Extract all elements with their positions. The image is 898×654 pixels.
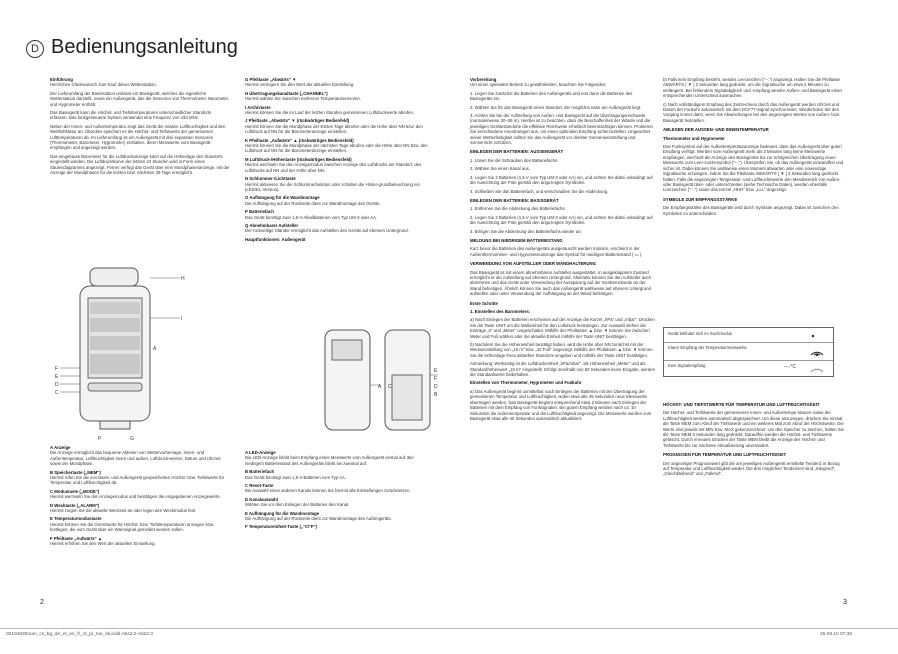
item-heading: C Modustaste („MODE")	[50, 488, 100, 494]
paragraph: Herzlichen Glückwunsch zum Kauf dieser Wetterstation.	[50, 82, 157, 88]
item-text: Hiermit können Sie die im Lauf der letzten Stunden gemessenen Luftdruckwerte abrufen.	[245, 110, 415, 116]
item-heading: C Reset-Taste	[245, 483, 274, 489]
section-heading: HÖCHST- UND TIEFSTWERTE FÜR TEMPERATUR UND LUFTFEUCHTIGKEIT	[663, 402, 820, 407]
row-label: Kein Signalempfang	[668, 363, 706, 368]
base-top-panel	[90, 268, 138, 286]
searching-signal-icon	[809, 330, 829, 340]
item-heading: O Aufhängung für die Wandmontage	[245, 195, 320, 201]
list-item: 2. Wählen Sie für das Basisgerät einen Standort, der möglichst nahe am Außengerät liegt.	[470, 104, 642, 110]
section-heading: Vorbereitung	[470, 77, 497, 82]
list-item: 3. Legen Sie 2 Batterien (1,5 V vom Typ UM-3 oder AA) ein, und achten Sie dabei unbedingt auf die Ausrichtung der Pole gemäß den angezeigten Symbolen.	[470, 174, 653, 186]
label-c: C	[388, 384, 392, 390]
no-signal-icon	[809, 362, 829, 374]
column-3	[470, 77, 655, 424]
item-heading: B Speichertaste („MEM")	[50, 469, 101, 475]
footer-date: 25.09.10 07:35	[820, 632, 853, 637]
item-heading: D Wecktaste („ALARM")	[50, 502, 100, 508]
table-row	[664, 328, 833, 343]
item-heading: K Pfeiltaste „Aufwärts" ▲ (rückwärtiges Bediensfeld)	[245, 137, 354, 143]
column-4	[663, 77, 845, 219]
item-text: Hiermit wechseln Sie den Anzeigemodus zwischen Anzeige des Luftdrucks am Standort, des Luftdrucks auf NN und der Höhe über NN.	[245, 162, 422, 173]
section-heading: EINLEGEN DER BATTERIEN: AUSSENGERÄT	[470, 149, 564, 155]
list-item: 2. Legen Sie 2 Batterien (1,5 V vom Typ UM-3 oder AA) ein, und achten Sie dabei unbedingt auf die Ausrichtung der Pole gemäß den angezeigten Symbolen.	[470, 214, 653, 226]
item-text: Die LED-Anzeige blinkt beim Empfang eines Messwerts vom Außengerät einmal auf. Bei niedrigem Batteriestand des Außengeräts blinkt sie zweimal auf.	[245, 455, 414, 466]
subheading: 1. Einstellen des Barometers:	[470, 309, 531, 314]
item-heading: G Pfeiltaste „Abwärts" ▼	[245, 77, 297, 82]
paragraph: Das eingebaute Barometer für die Luftdruckanzeige kann auf die Höhenlage des Standorts eingestellt werden. Die Luftdrucktkurve der letzten 24 Stunden wird in Form eines Säulendiagramms angezeigt. Ferner verfügt das Gerät über eine Mondphasenanzeige, mit der Anzeige der Mondphasen für die letzten bzw. nächsten 39 Tage ermöglicht.	[50, 153, 230, 176]
item-heading: A Anzeige	[50, 445, 71, 450]
section-heading: VERWENDUNG VON AUFSTELLER ODER WANDHALTERUNG	[470, 261, 596, 267]
item-heading: E Aufhängung für die Wandmontage	[245, 510, 320, 516]
base-station-figure	[50, 258, 190, 443]
label-d: D	[55, 382, 59, 388]
label-g: G	[130, 436, 134, 442]
footer-file-info: 00104930man_cs_bg_de_el_en_fr_nl_pl_rue_sk.indd Abs2:2-Abs2:3	[6, 632, 153, 637]
list-item: 1. Legen Sie zunächst die Batterien des Außengeräts und erst dann die Batterien des Basisgeräts ein.	[470, 90, 633, 102]
label-e: E	[434, 368, 438, 374]
heading: Einführung	[50, 77, 73, 82]
paragraph: Der angezeigte Prognosewert gibt die am jeweiligen Außengerät ermittelte Tendenz in Bezug auf Temperatur und Luftfeuchtigkeit wieder. Die drei möglichen Tendenzen sind „Steigend", „Gleichbleibend" und „Fallend".	[663, 460, 840, 477]
display-row	[90, 354, 140, 374]
item-heading: A LED-Anzeige	[245, 450, 276, 455]
language-badge: D	[26, 40, 44, 58]
paragraph: Kurz bevor die Batterien des Außengeräts ausgetauscht werden müssen, erscheint in der Außenthermometer- und Hygrometeranzeige das Symbol für niedrigen Batteriestand ( ▭ ).	[470, 246, 643, 257]
label-h: H	[181, 276, 185, 282]
item-text: Hiermit können Sie die Grenzwerte für Höchst- bzw. Tiefsttemperaturen anzeigen bzw. festlegen, die vom Gerät über ein Warnsignal gemeldet werden sollen.	[50, 521, 215, 533]
display-row	[90, 302, 140, 314]
item-heading: N Schlummer-/Lichttaste	[245, 176, 296, 182]
paragraph: Neben der Innen- und Außentemperatur zeigt das Gerät die relative Luftfeuchtigkeit und den Wetthöhfaktor an. Überdies speichert es die Höchst- und Tiefstwerte der gemessenen Lufttemperaturen ab. Im Lieferumfang ist ein Außengerät mit drei separaten Sensoren (Thermometer, Barometer, Hygrometer) enthalten, deren Messwerte vom Basisgerät empfangen und angezeigt werden.	[50, 123, 226, 151]
table-row	[664, 360, 833, 376]
base-button-bar	[88, 383, 142, 391]
row-label: Klarer Empfang der Temperaturmesswerte	[668, 345, 747, 350]
footer-divider	[0, 628, 898, 629]
paragraph: Die Empfangsstärke des Basisgeräts wird durch Symbole angezeigt. Dabei ist zwischen drei Symbolen zu unterscheiden:	[663, 205, 839, 216]
item-text: Der rückseitige Ständer ermöglicht das Aufstellen des Geräts auf ebenem Untergrund.	[245, 228, 409, 234]
item-heading: F Pfeiltaste „Aufwärts" ▲	[50, 535, 103, 541]
page-title: Bedienungsanleitung	[51, 36, 238, 58]
item-text: Die Aufhängung auf der Rückseite dient zur Wandmontage des Außengeräts.	[245, 516, 392, 522]
column-1-lower	[50, 445, 230, 550]
section-heading: Hauptfunktionen: Außengerät	[245, 236, 306, 242]
paragraph: Das Basisgerät ist mit einem abnehmbaren Aufsteller ausgestattet. In ausgeklapptem Zustand ermöglicht er die Aufstellung auf ebenem Untergrund. Alternativ können Sie den Aufsteller auch abnehmen und das Gerät unter Verwendung der Aussparung auf der Geräterückseite an der Wand befestigen. Ähnlich können Sie auch das Außengerät wahlweise auf ebenem Untergrund aufstellen oder unter Verwendung der Aufhängung an der Wand befestigen.	[470, 269, 652, 297]
item-text: Die Aufhängung auf der Rückseite dient zur Wandmontage des Geräts.	[245, 200, 381, 206]
table-row	[664, 342, 833, 361]
item-text: Die Anzeige ermöglicht das bequeme Ablesen von Wettervorhersage, Innen- und Außentemperatur, Luftfeuchtigkeit innen und außen, Luftdruck-werten, Datum und Uhrzeit sowie der Mondphase.	[50, 450, 221, 467]
outdoor-battery-compartment	[392, 375, 422, 420]
list-item: 2. Wählen Sie einen Kanal aus.	[470, 166, 530, 172]
row-label: Gerät befindet sich im Suchmodus	[668, 331, 733, 336]
item-text: Hiermit erhöhen Sie den Wert der aktuellen Einstellung.	[50, 541, 156, 547]
item-text: Hiermit aktivieren Sie die Schlummerfunktion oder schalten die Hinter-grundbeleuchtung ein (LED/EL-Version).	[245, 181, 420, 192]
item-text: Bei Auswahl eines anderen Kanals können Sie hiermit alle Einstellungen zurücksetzen.	[245, 488, 411, 494]
section-heading: EINLEGEN DER BATTERIEN: BASISGERÄT	[470, 197, 559, 203]
paragraph: Um einen optimalen Betrieb zu gewährleisten, beachten Sie Folgendes:	[470, 82, 607, 88]
good-signal-icon	[809, 345, 829, 357]
label-f: F	[55, 366, 59, 372]
section-heading: ABLESEN DER AUSSEN- UND INNENTEMPERATUR	[663, 127, 769, 133]
item-text: Das Gerät benötigt zwei 1,5-V-Batterien vom Typ AA.	[245, 474, 346, 480]
page-number-left: 2	[40, 599, 44, 606]
item-text: Hiermit können Sie die Mondphase der nächsten Tage abrufen oder die Höhe über NN bzw. den Luftdruck auf NN für die Barometeranzeige einstellen.	[245, 143, 428, 154]
item-heading: B Batteriefach	[245, 469, 275, 475]
paragraph: Das Basisgerät kann die Höchst- und Tiefsttemperaturen unterschiedlicher Standorte erfassen. Das funkgesteuerte System verwendet eine Frequenz von 433 MHz.	[50, 110, 212, 121]
list-item: b) Falls kein Empfang besteht, werden Leerzeichen ("--.") angezeigt. Halten Sie die Pfeiltaste ABWÄRTS [ ▼ ] 2 Sekunden lang gedrückt, um die Signalsuche um etwa 2 Minuten zu verlängern. Bei fehlendem Signalabgleich und -empfang werden Außen- und Basisgerät einen entsprechenden Unterschied ausmachen.	[663, 77, 842, 99]
item-text: Hiermit zeigen Sie die aktuelle Weckzeit an oder legen den Weckmodus fest.	[50, 508, 197, 514]
list-item: a) Nach Einlegen der Batterien erscheinen auf der Anzeige die Kürzel „hPa" und „mbar". Drücken Sie die Taste UNIT um die Maßeinheit für den Luftdruck festzulegen. Zur Auswahl stehen die Einträge „0" und „Meter" umgeschaltet. Mithilfe der Pfeiltasten ▲ bzw. ▼ können Sie zwischen Meter und Fuß wählen oder die aktuelle Einheit mithilfe der Taste UNIT bestätigen.	[470, 317, 655, 339]
paragraph: Die Höchst- und Tiefstwerte der gemessenen Innen- und Außentempe-raturen sowie der Luftfeuchtigkeit werden automatisch abgespeichert. Um diese anzuzeigen, drücken Sie einmal die Taste MEM zum Abruf der Tiefstwerte und ein weiteres Mal zum Abruf der Höchstwerte. Die Werte sind jeweils mit MIN bzw. MAX gekennzeichnet. Um den Speicher zu löschen, halten Sie die Taste MEM 3 Sekunden lang gedrückt. Daraufhin werden die Höchst- und Tiefstwerte gelöscht. Durch erneutes Drücken der Taste MEM bleibt die Anzeige der Höchst- und Tiefstwerte bis zur nächsten Aktualisierung unverändert.	[663, 410, 844, 448]
list-item: b) Nachdem Sie die Höheneinheit bestätigt haben, wird die Höhe über NN zunächst mit der Werkseinstellung von „10 m" bzw. „32 Fuß" angezeigt. Mithilfe der Pfeiltasten ▲ bzw. ▼ können Sie die Höhenlage Ihres aktuellen Standorts eingeben und mithilfe der Taste UNIT bestätigen.	[470, 342, 653, 358]
item-heading: I Archivtaste	[245, 104, 271, 110]
column-4-lower	[663, 398, 845, 480]
item-heading: H Übertragungskanaltaste („CHANNEL")	[245, 90, 328, 96]
display-row	[90, 336, 140, 350]
item-heading: P Batteriefach	[245, 209, 274, 215]
label-a: A	[153, 346, 157, 352]
section-heading: Erste Schritte	[470, 300, 498, 306]
item-heading: D Kanalauswahl	[245, 496, 278, 502]
item-text: Wählen Sie vor dem Einlegen der Batterien den Kanal.	[245, 502, 350, 508]
label-i: I	[181, 316, 183, 322]
item-heading: J Pfeiltaste „Abwärts" ▼ (rückwärtiges Bedienfeld)	[245, 118, 350, 124]
item-heading: M Luftdruck-/Höhentaste (rückwärtiges Bediensfeld)	[245, 156, 352, 162]
list-item: 3. Bringen Sie die Abdeckung des Batteriefachs wieder an.	[470, 228, 582, 234]
column-1	[50, 77, 230, 179]
item-heading: E Temperaturmodustaste	[50, 516, 102, 522]
item-text: Hiermit rufen Sie die von Basis- und Außengerät gespeicherten Höchst- bzw. Tiefstwerte für Temperatur und Luftfeuchtigkeit ab.	[50, 475, 225, 486]
item-heading: Q Abnehmbarer Aufsteller	[245, 222, 299, 228]
paragraph: Das Funksymbol auf der Außentemperaturanzeige bedeutet, dass das Außengerät über guten Empfang verfügt. Werden vom Außengerät mehr als 3 Minuten lang keine Messwerte empfangen, wechselt die Anzeige des Basisgeräts bis zur erfolgreichen Übertragung neuer Messwerte zum Leer-zeichenymbol ("--."). Überprüfen Sie, ob das Außengerät einwandfrei und sicher ist. Dabei können Sie wahlweise einen Moment abwarten oder eine sowenstige Signalsuche erzwingen, indem Sie die Pfeiltaste ABWÄRTS [ ▼ ] 2 Sekunden lang gedrückt halten. Falls die angezeigten Temperatur- und Luftfeuchtewerte den Messbereich von Außen- oder Basisgerät über- oder unterschreiten (siehe Technische Daten), werden ebenfalls Leerzeichen ("--.") sowie das Kürzel „HHH" bzw. „LLL" angezeigt.	[663, 144, 844, 193]
page-number-right: 3	[843, 599, 847, 606]
item-text: Hiermit wechseln Sie den Anzeigemodus und bestätigen die eingegebenen Anzeigewerte.	[50, 494, 221, 500]
section-heading: SYMBOLE ZUR EMPFANGSSTÄRKE	[663, 196, 738, 202]
list-item: c) Nach vollständigem Empfang des Zeitzeichens durch das Außengerät werden Uhrzeit und Datum der Funkuhr automatisch mit dem DCF77-Signal synchronisiert. Wiederholen Sie den Vorgang immer dann, wenn Sie Abweichungen bei den angezeigten Werten von Außen- bzw. Basisgerät feststellen.	[663, 101, 840, 123]
list-item: 1. Lösen Sie die Schrauben des Batteriefachs.	[470, 157, 559, 163]
signal-symbol-table	[663, 327, 834, 377]
list-item: a) Das Außengerät beginnt unmittelbar nach Einlegen der Batterien mit der Übertragung der gemessenen Temperatur und Luftfeuchtigkeit, wobei etwa alle 45 Sekunden neue Messwerte übertragen werden. Das Basisgerät beginnt entsprechend etwa 2 Minuten nach Einlegen der Batterien mit dem Empfang von Funksignalen. Bei gutem Empfang werden nach ca. 10 Sekunden die Außentemperatur und die Luftfeuchtigkeit angezeigt. Die Messwerte werden vom Basisgerät etwa alle 45 Sekunden automatisch aktualisiert.	[470, 388, 652, 421]
no-signal-readout: --.-°C	[784, 364, 796, 370]
label-c: C	[55, 390, 59, 396]
base-stand	[100, 421, 130, 429]
label-d: D	[434, 384, 438, 390]
list-item: 3. Achten Sie bei der Aufstellung von Außen- und Basisgerät auf die Übertragungsreichweite (normalerweise 30–36 m). Hierbei ist zu beachten, dass die Beschaffenheit der Wände und die jeweiligen Gerätestandorte die effektive Reichweite erheblich beeinträchtigen können. Probieren Sie verschiedene Anordnungen aus, um einen optimalen Empfang sicherzustellen. Ungeachtet seiner Wetterfestigkeit sollten Sie das Außengerät vor direkter Sonneneinstrahlung und Sonnenlicht schützen.	[470, 113, 653, 146]
label-p: P	[98, 436, 102, 442]
column-2-lower	[245, 450, 430, 533]
note: Anmerkung: Werkseitig ist als Luftdruckeinheit „hPa/mbar", als Höheneinheit „Meter" und als Standardhöhenwert „10 m" eingestellt. Erfolgt innerhalb von 60 Sekunden keine Eingabe, werden die Standardwerte beibehalten.	[470, 361, 655, 378]
section-heading: MELDUNG BEI NIEDRIGEM BATTERIESTAND	[470, 237, 563, 243]
subheading: Thermometer und Hygrometer	[663, 135, 725, 141]
item-text: Hiermit wählen Sie zwischen mehreren Temperatursensoren.	[245, 96, 361, 102]
subheading: Einstellen von Thermometer, Hygrometer und Funkuhr	[470, 380, 582, 386]
section-heading: PROGNOSEN FÜR TEMPERATUR UND LUFTFEUCHTIGKEIT	[663, 452, 787, 458]
outdoor-display	[332, 340, 362, 360]
outdoor-unit-figure	[320, 325, 440, 440]
list-item: 4. Schließen Sie das Batteriefach, und verschrauben Sie die Abdeckung.	[470, 188, 609, 194]
label-b: B	[434, 392, 438, 398]
display-row	[90, 318, 140, 332]
item-text: Hiermit können Sie die Mondphase der letzten Tage abrufen oder die Höhe über NN bzw. den Luftdruck auf NN für die Barometeranzeige einstellen.	[245, 123, 423, 135]
item-text: Das Gerät benötigt zwei 1,5-V-Alkalibatterien vom Typ UM-3 oder AA.	[245, 214, 378, 220]
label-e: E	[55, 374, 59, 380]
label-a: A	[378, 384, 382, 390]
item-heading: F Temperatureinheit-Taste („°C/°F")	[245, 524, 317, 530]
paragraph: Der Lieferumfang der Basisstation umfasst ein Basisgerät, welches die eigentliche Wetterstation darstellt, sowie ein Außengerät, das die Sensoren von Thermometer, Barometer und Hygrometer enthält.	[50, 90, 229, 107]
item-text: Hiermit verringern Sie den Wert der aktuellen Einstellung.	[245, 82, 355, 88]
list-item: 1. Entfernen Sie die Abdeckung des Batteriefachs.	[470, 206, 566, 212]
column-2	[245, 77, 430, 245]
label-f: F	[434, 376, 438, 382]
